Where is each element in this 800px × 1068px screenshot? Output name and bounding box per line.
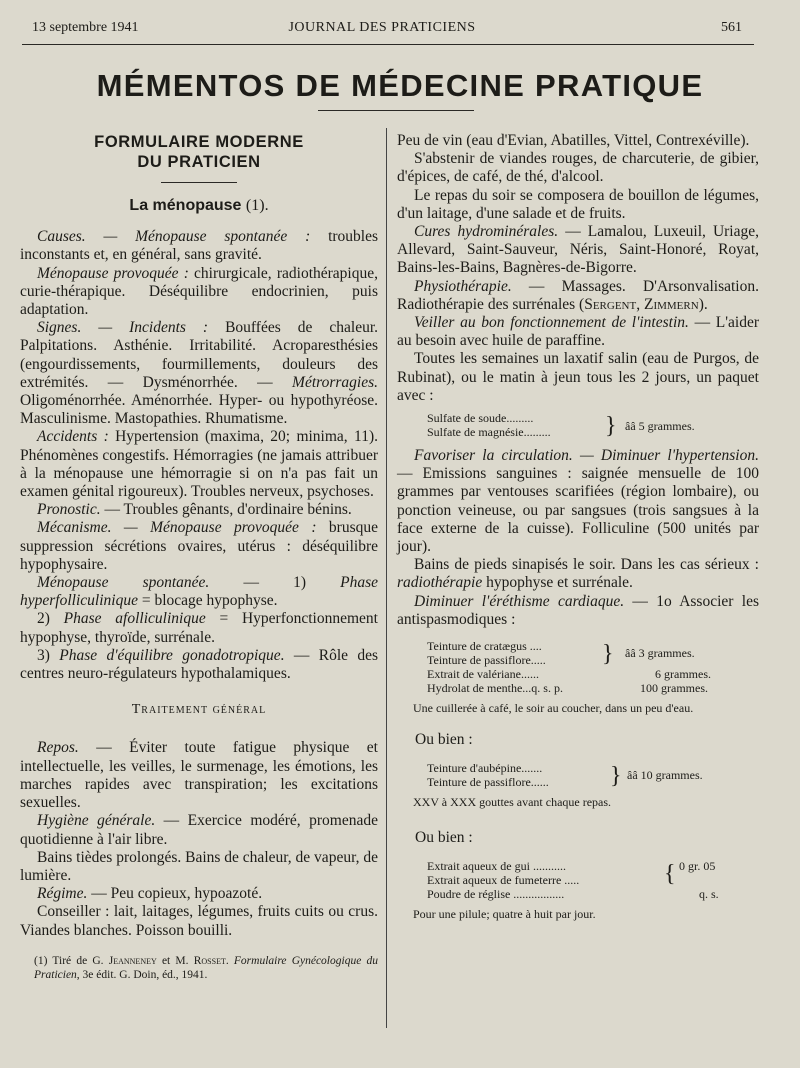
section-traitement-general: Traitement général xyxy=(131,702,267,718)
label-regime: Régime. xyxy=(37,885,88,903)
rx2-instructions: Une cuillerée à café, le soir au coucher, dans un peu d'eau. xyxy=(413,701,694,716)
footnote-part-2: et M. xyxy=(156,954,194,967)
paragraph-vin: Peu de vin (eau d'Evian, Abatilles, Vittel, Contrexéville). xyxy=(397,132,750,149)
text-spontanee-2: = blocage hypophyse. xyxy=(137,592,278,610)
author-zimmern: Zimmern xyxy=(643,295,699,313)
label-radiotherapie: radiothérapie xyxy=(397,574,483,592)
label-repos: Repos. xyxy=(37,739,79,757)
paragraph-menopause-provoquee xyxy=(20,265,378,320)
paragraph-signes xyxy=(20,319,378,428)
rx2-line-1: Teinture de cratægus .... xyxy=(427,639,542,654)
label-pronostic: Pronostic. xyxy=(37,501,101,519)
phase-3-number: 3) xyxy=(37,646,60,664)
rx2-dose-4: 100 grammes. xyxy=(640,681,708,696)
paragraph-intestin xyxy=(397,314,759,350)
left-column xyxy=(20,132,378,982)
rx2-line-4-label: Hydrolat de menthe...q. s. p. xyxy=(427,681,563,696)
label-metrorragies: Métrorragies. xyxy=(292,373,378,391)
text-provoquee: chirurgicale, radiothérapique, curie-thérapique. Déséquilibre endocrinien, puis adaptation. xyxy=(20,264,378,319)
paragraph-pronostic xyxy=(20,501,378,519)
physio-end: ). xyxy=(698,295,708,313)
rx2-line-4 xyxy=(427,681,759,695)
brace-icon: } xyxy=(605,413,617,440)
brace-icon: } xyxy=(610,763,622,790)
rx4-line-2: Extrait aqueux de fumeterre ..... xyxy=(427,873,580,888)
physio-sep: , xyxy=(636,295,644,313)
rx2-dose-3: 6 grammes. xyxy=(655,667,711,682)
text-bains-pieds-1: Bains de pieds sinapisés le soir. Dans les cas sérieux : xyxy=(414,556,759,574)
text-physiotherapie: — Massages. D'Arsonvalisation. Radiothérapie des surrénales ( xyxy=(397,277,759,313)
phase-2-number: 2) xyxy=(37,610,64,628)
footnote-part-1: (1) Tiré de G. xyxy=(34,954,109,967)
rx2-dose: ââ 3 grammes. xyxy=(625,646,695,661)
text-phase-2: = Hyperfonctionnement hypophyse, thyroïde, surrénale. xyxy=(20,610,378,646)
text-causes: troubles inconstants et, en général, sans gravité. xyxy=(20,228,379,264)
label-intestin: Veiller au bon fonctionnement de l'intestin. xyxy=(414,314,689,332)
footnote-edition: , 3e édit. G. Doin, éd., 1941. xyxy=(76,968,208,981)
prescription-laxatif xyxy=(427,411,759,441)
text-cures: — Lamalou, Luxeuil, Uriage, Allevard, Saint-Sauveur, Néris, Saint-Honoré, Royat, Bains-les-Bains, Bagnères-de-Bigorre. xyxy=(397,223,759,277)
label-mecanisme: Mécanisme. — Ménopause provoquée : xyxy=(37,519,317,537)
paragraph-regime xyxy=(20,885,378,903)
author-sergent: Sergent xyxy=(584,295,637,313)
rx4-instructions: Pour une pilule; quatre à huit par jour. xyxy=(413,907,596,922)
rx3-instructions: XXV à XXX gouttes avant chaque repas. xyxy=(413,795,612,810)
subtitle-footnote-ref: (1). xyxy=(245,197,269,214)
label-physiotherapie: Physiothérapie. xyxy=(414,277,512,295)
rx4-dose: 0 gr. 05 xyxy=(679,859,716,874)
text-mecanisme: brusque suppression sécrétions ovaires, utérus : déséquilibre hypophysaire. xyxy=(20,519,379,573)
paragraph-physiotherapie xyxy=(397,278,759,314)
rx2-line-3-label: Extrait de valériane...... xyxy=(427,667,539,682)
footnote-author-1: Jeanneney xyxy=(108,954,157,967)
label-causes: Causes. — Ménopause spontanée : xyxy=(37,228,311,246)
header-date: 13 septembre 1941 xyxy=(32,20,139,35)
label-phase-equilibre: Phase d'équilibre gonadotropique. xyxy=(59,646,285,664)
paragraph-bains-pieds xyxy=(397,556,759,592)
paragraph-hygiene xyxy=(20,812,378,848)
heading-line-1: FORMULAIRE MODERNE xyxy=(94,133,304,151)
text-signes-2: Oligoménorrhée. Aménorrhée. Hyper- ou hypothyréose. Masculinisme. Mastopathies. Rhumatisme. xyxy=(20,392,378,428)
rx2-line-2: Teinture de passiflore..... xyxy=(427,653,546,668)
text-pronostic: — Troubles gênants, d'ordinaire bénins. xyxy=(100,501,352,519)
brace-icon: { xyxy=(664,861,676,888)
running-header xyxy=(22,20,742,40)
label-erethisme: Diminuer l'éréthisme cardiaque. xyxy=(414,592,625,610)
text-accidents: Hypertension (maxima, 20; minima, 11). Phénomènes congestifs. Hémorragies (ne jamais attribuer à la ménopause une hémorragie si on n'a pas fait un examen génital rigoureux). Troubles nerveux, psychoses. xyxy=(20,428,378,501)
paragraph-circulation xyxy=(397,447,759,556)
subtitle-text: La ménopause xyxy=(129,197,242,214)
rx4-line-3-label: Poudre de réglise ................. xyxy=(427,887,565,902)
page-number: 561 xyxy=(721,20,742,35)
paragraph-conseiller: Conseiller : lait, laitages, légumes, fruits cuits ou crus. Viandes blanches. Poisson bouilli. xyxy=(20,903,378,939)
text-intestin: — L'aider au besoin avec huile de paraffine. xyxy=(397,314,759,350)
heading-rule xyxy=(161,182,237,183)
rx3-dose: ââ 10 grammes. xyxy=(627,768,703,783)
text-regime: — Peu copieux, hypoazoté. xyxy=(87,885,263,903)
text-phase-3: — Rôle des centres neuro-régulateurs hypothalamiques. xyxy=(20,646,379,683)
label-cures: Cures hydrominérales. xyxy=(414,223,559,241)
header-rule xyxy=(22,44,754,45)
rx3-line-2: Teinture de passiflore...... xyxy=(427,775,549,790)
paragraph-sabstenir: S'abstenir de viandes rouges, de charcuterie, de gibier, d'épices, de café, de thé, d'alcool. xyxy=(397,150,759,186)
text-signes: Bouffées de chaleur. Palpitations. Asthénie. Irritabilité. Acroparesthésies (engourdissements, fourmillements, douleurs des extrémités. — Dysménorrhée. — xyxy=(20,319,378,391)
rx4-dose-3: q. s. xyxy=(699,887,719,902)
right-column xyxy=(397,132,759,921)
prescription-gui xyxy=(427,859,759,901)
rx1-line-2: Sulfate de magnésie......... xyxy=(427,425,551,440)
label-hygiene: Hygiène générale. xyxy=(37,812,156,830)
text-erethisme: — 1o Associer les antispasmodiques : xyxy=(397,592,759,628)
label-signes: Signes. — Incidents : xyxy=(37,319,209,337)
paragraph-erethisme xyxy=(397,593,759,629)
prescription-aubepine xyxy=(427,761,759,789)
brace-icon: } xyxy=(602,641,614,668)
text-hygiene: — Exercice modéré, promenade quotidienne à l'air libre. xyxy=(20,812,378,848)
rx4-line-1: Extrait aqueux de gui ........... xyxy=(427,859,566,874)
rx3-line-1: Teinture d'aubépine....... xyxy=(427,761,543,776)
paragraph-bains: Bains tièdes prolongés. Bains de chaleur, de vapeur, de lumière. xyxy=(20,848,378,884)
title-rule xyxy=(318,110,474,111)
ou-bien-2: Ou bien : xyxy=(415,829,473,847)
paragraph-phase-2 xyxy=(20,610,378,646)
page-title: MÉMENTOS DE MÉDECINE PRATIQUE xyxy=(96,68,704,103)
header-journal-name: JOURNAL DES PRATICIENS xyxy=(288,20,476,35)
paragraph-accidents xyxy=(20,428,378,501)
label-phase-hyper: Phase hyperfolliculinique xyxy=(20,574,378,610)
paragraph-spontanee xyxy=(20,574,378,610)
label-accidents: Accidents : xyxy=(37,428,109,446)
section-heading xyxy=(20,132,378,172)
prescription-antispasmodiques xyxy=(427,639,759,695)
label-circulation: Favoriser la circulation. — Diminuer l'hypertension. xyxy=(414,447,759,465)
label-spontanee: Ménopause spontanée. xyxy=(37,574,210,592)
rx1-dose: ââ 5 grammes. xyxy=(625,419,695,434)
text-bains-pieds-2: hypophyse et surrénale. xyxy=(482,574,633,592)
ou-bien-1: Ou bien : xyxy=(415,731,473,749)
paragraph-causes xyxy=(20,228,378,264)
text-repos: — Éviter toute fatigue physique et intellectuelle, les veilles, le surmenage, les émotions, les marches rapides avec transpiration; les excitations sexuelles. xyxy=(20,739,378,812)
rx2-line-3 xyxy=(427,667,759,681)
footnote-book-title: Formulaire Gynécologique du Praticien xyxy=(34,954,378,981)
footnote xyxy=(20,954,378,982)
paragraph-repas-soir: Le repas du soir se composera de bouillon de légumes, d'un laitage, d'une salade et de fruits. xyxy=(397,186,759,222)
footnote-part-3: . xyxy=(225,954,234,967)
label-provoquee: Ménopause provoquée : xyxy=(37,264,189,282)
paragraph-laxatif: Toutes les semaines un laxatif salin (eau de Purgos, de Rubinat), ou le matin à jeun tous les 2 jours, un paquet avec : xyxy=(397,350,759,404)
text-spontanee-1: — 1) xyxy=(209,574,341,592)
paragraph-cures xyxy=(397,223,759,278)
heading-line-2: DU PRATICIEN xyxy=(137,153,261,171)
paragraph-repos xyxy=(20,739,378,812)
label-phase-afolliculinique: Phase afolliculinique xyxy=(63,610,206,628)
article-subtitle xyxy=(20,197,378,215)
paragraph-phase-3 xyxy=(20,647,378,683)
rx4-line-3 xyxy=(427,887,759,901)
text-circulation: — Emissions sanguines : saignée mensuelle de 100 grammes par ventouses scarifiées (région lombaire), ou ponction veineuse, ou par sangsues (trois sangsues à la face externe de la cuisse). Folliculine (500 unités par jour). xyxy=(397,465,759,556)
footnote-author-2: Rosset xyxy=(193,954,226,967)
paragraph-mecanisme xyxy=(20,519,378,574)
rx1-line-1: Sulfate de soude......... xyxy=(427,411,534,426)
column-divider xyxy=(386,128,387,1028)
